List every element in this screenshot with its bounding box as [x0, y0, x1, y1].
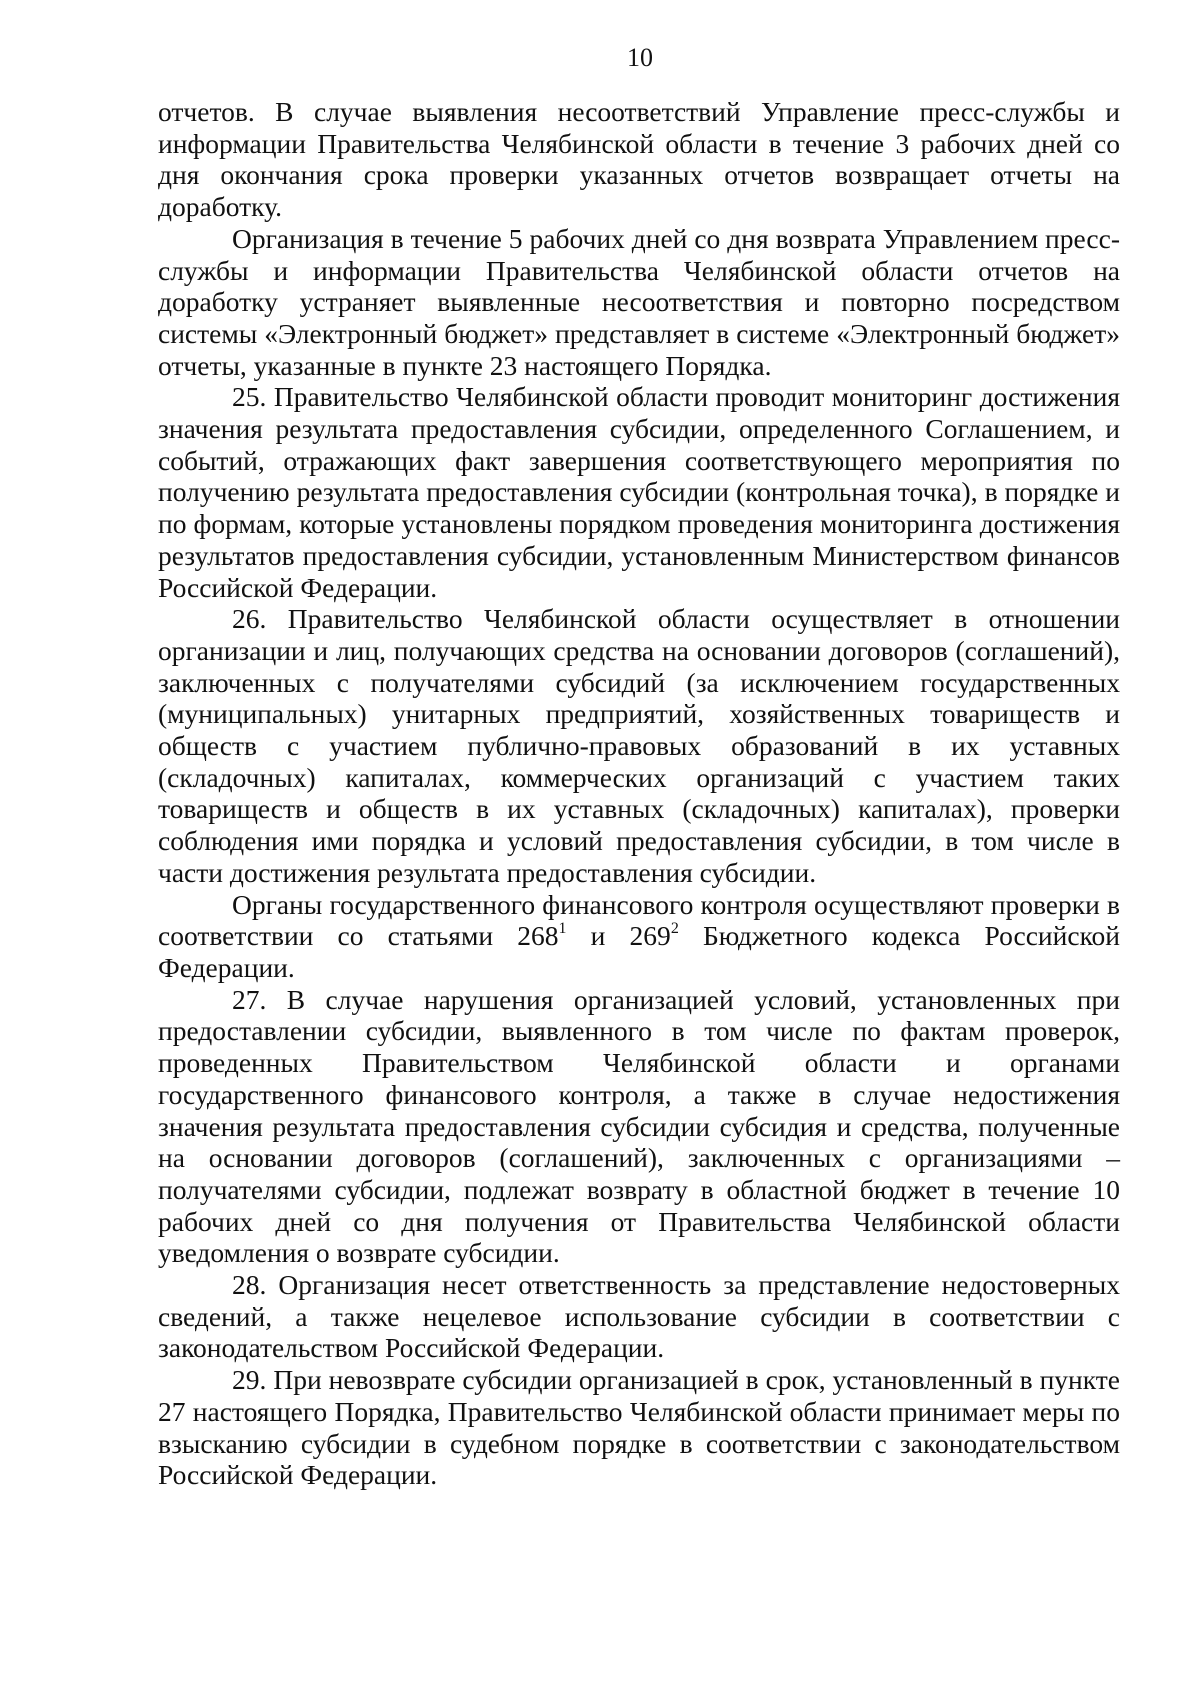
paragraph-item-26: 26. Правительство Челябинской области осуществляет в отношении организации и лиц, получающих средства на основании договоров (соглашений), заключенных с получателями субсидий (за исключением государственных (муниципальных) унитарных предприятий, хозяйственных товариществ и обществ с участием публично-правовых образований в их уставных (складочных) капиталах, коммерческих организаций с участием таких товариществ и обществ в их уставных (складочных) капиталах), проверки соблюдения ими порядка и условий предоставления субсидии, в том числе в части достижения результата предоставления субсидии. [158, 603, 1120, 888]
paragraph-continuation-reports: отчетов. В случае выявления несоответствий Управление пресс-службы и информации Правительства Челябинской области в течение 3 рабочих дней со дня окончания срока проверки указанных отчетов возвращает отчеты на доработку. [158, 96, 1120, 223]
financial-control-text-part-2: и 269 [566, 920, 671, 952]
article-268-superscript: 1 [558, 920, 567, 938]
financial-control-text-part-1: Органы государственного финансового контроля осуществляют проверки в соответствии со статьями 268 [158, 888, 1120, 952]
paragraph-item-29: 29. При невозврате субсидии организацией в срок, установленный в пункте 27 настоящего Порядка, Правительство Челябинской области принимает меры по взысканию субсидии в судебном порядке в соответствии с законодательством Российской Федерации. [158, 1364, 1120, 1491]
financial-control-text-part-3: Бюджетного кодекса Российской Федерации. [158, 920, 1120, 983]
paragraph-item-25: 25. Правительство Челябинской области проводит мониторинг достижения значения результата предоставления субсидии, определенного Соглашением, и событий, отражающих факт завершения соответствующего мероприятия по получению результата предоставления субсидии (контрольная точка), в порядке и по формам, которые установлены порядком проведения мониторинга достижения результатов предоставления субсидии, установленным Министерством финансов Российской Федерации. [158, 381, 1120, 603]
paragraph-item-27: 27. В случае нарушения организацией условий, установленных при предоставлении субсидии, выявленного в том числе по фактам проверок, проведенных Правительством Челябинской области и органами государственного финансового контроля, а также в случае недостижения значения результата предоставления субсидии субсидия и средства, полученные на основании договоров (соглашений), заключенных с организациями – получателями субсидии, подлежат возврату в областной бюджет в течение 10 рабочих дней со дня получения от Правительства Челябинской области уведомления о возврате субсидии. [158, 983, 1120, 1269]
article-269-superscript: 2 [670, 920, 679, 938]
paragraph-reports-revision: Организация в течение 5 рабочих дней со дня возврата Управлением пресс-службы и информации Правительства Челябинской области отчетов на доработку устраняет выявленные несоответствия и повторно посредством системы «Электронный бюджет» представляет в системе «Электронный бюджет» отчеты, указанные в пункте 23 настоящего Порядка. [158, 222, 1120, 381]
paragraph-financial-control [158, 889, 1120, 984]
page-number: 10 [627, 43, 653, 72]
paragraph-item-28: 28. Организация несет ответственность за представление недостоверных сведений, а также нецелевое использование субсидии в соответствии с законодательством Российской Федерации. [158, 1269, 1120, 1364]
document-body [158, 96, 1120, 1491]
